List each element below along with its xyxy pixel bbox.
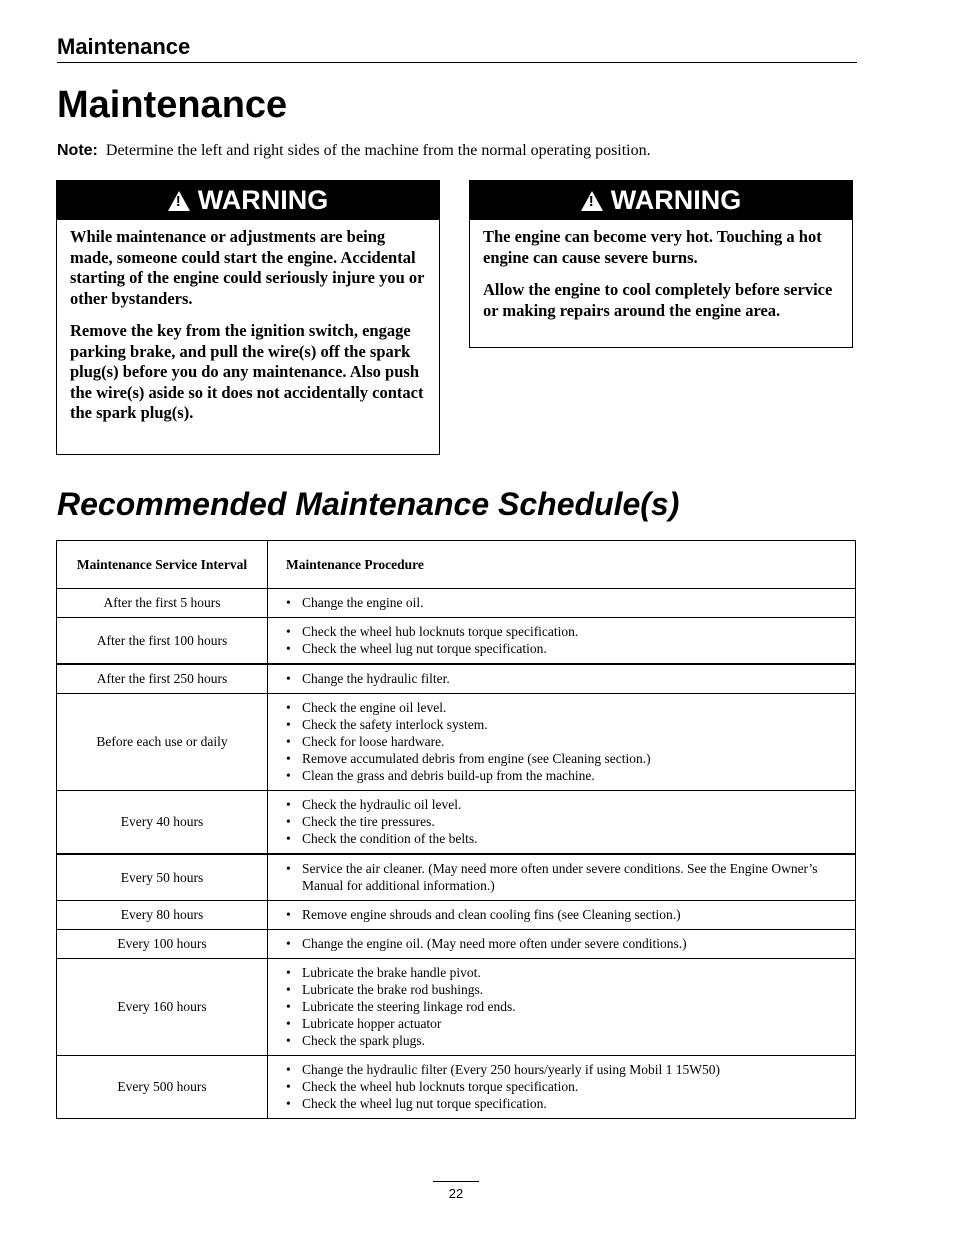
procedure-cell bbox=[268, 854, 856, 901]
interval-cell: After the first 100 hours bbox=[57, 618, 268, 665]
list-item: • Remove accumulated debris from engine (see Cleaning section.) bbox=[286, 750, 847, 767]
procedure-cell bbox=[268, 930, 856, 959]
interval-cell: After the first 5 hours bbox=[57, 589, 268, 618]
warning-paragraph: Allow the engine to cool completely before service or making repairs around the engine area. bbox=[483, 280, 833, 320]
interval-cell: Every 80 hours bbox=[57, 901, 268, 930]
table-row bbox=[57, 791, 856, 855]
list-item: • Check the wheel lug nut torque specification. bbox=[286, 640, 847, 657]
table-row bbox=[57, 930, 856, 959]
interval-cell: Every 160 hours bbox=[57, 959, 268, 1056]
list-item: • Clean the grass and debris build-up from the machine. bbox=[286, 767, 847, 784]
list-item: • Lubricate hopper actuator bbox=[286, 1015, 847, 1032]
warning-title: WARNING bbox=[610, 185, 742, 215]
interval-cell: After the first 250 hours bbox=[57, 664, 268, 694]
list-item: • Check the tire pressures. bbox=[286, 813, 847, 830]
procedure-list bbox=[286, 623, 847, 657]
procedure-list bbox=[286, 594, 847, 611]
warning-triangle-icon bbox=[168, 191, 190, 211]
page-number: 22 bbox=[448, 1186, 464, 1201]
warning-title: WARNING bbox=[197, 185, 329, 215]
procedure-cell bbox=[268, 1056, 856, 1119]
table-row bbox=[57, 854, 856, 901]
list-item: • Lubricate the steering linkage rod ends. bbox=[286, 998, 847, 1015]
list-item: • Change the engine oil. bbox=[286, 594, 847, 611]
warning-box-hot-engine bbox=[469, 180, 853, 348]
section-title: Recommended Maintenance Schedule(s) bbox=[57, 486, 680, 522]
column-header-procedure: Maintenance Procedure bbox=[268, 541, 856, 589]
procedure-list bbox=[286, 670, 847, 687]
procedure-cell bbox=[268, 618, 856, 665]
procedure-list bbox=[286, 906, 847, 923]
warning-paragraph: The engine can become very hot. Touching a hot engine can cause severe burns. bbox=[483, 227, 822, 267]
procedure-list bbox=[286, 699, 847, 784]
footer-rule bbox=[433, 1181, 479, 1182]
table-row bbox=[57, 589, 856, 618]
warning-header bbox=[470, 181, 852, 220]
list-item: • Check the engine oil level. bbox=[286, 699, 847, 716]
warning-header bbox=[57, 181, 439, 220]
procedure-cell bbox=[268, 791, 856, 855]
table-row bbox=[57, 618, 856, 665]
procedure-list bbox=[286, 860, 847, 894]
procedure-list bbox=[286, 935, 847, 952]
interval-cell: Every 100 hours bbox=[57, 930, 268, 959]
list-item: • Change the hydraulic filter. bbox=[286, 670, 847, 687]
list-item: • Remove engine shrouds and clean cooling fins (see Cleaning section.) bbox=[286, 906, 847, 923]
warning-body bbox=[57, 220, 439, 433]
list-item: • Check the wheel lug nut torque specification. bbox=[286, 1095, 847, 1112]
warning-box-maintenance bbox=[56, 180, 440, 455]
table-row bbox=[57, 694, 856, 791]
procedure-cell bbox=[268, 959, 856, 1056]
interval-cell: Every 50 hours bbox=[57, 854, 268, 901]
maintenance-schedule-table bbox=[56, 540, 856, 1119]
warning-body bbox=[470, 220, 852, 330]
procedure-cell bbox=[268, 589, 856, 618]
list-item: • Change the engine oil. (May need more often under severe conditions.) bbox=[286, 935, 847, 952]
table-row bbox=[57, 901, 856, 930]
list-item: • Check the condition of the belts. bbox=[286, 830, 847, 847]
list-item: • Check for loose hardware. bbox=[286, 733, 847, 750]
procedure-cell bbox=[268, 901, 856, 930]
table-row bbox=[57, 664, 856, 694]
page-title: Maintenance bbox=[57, 84, 288, 126]
procedure-list bbox=[286, 1061, 847, 1112]
note-text: Determine the left and right sides of the machine from the normal operating position. bbox=[105, 142, 651, 159]
procedure-cell bbox=[268, 694, 856, 791]
warning-triangle-icon bbox=[581, 191, 603, 211]
table-row bbox=[57, 1056, 856, 1119]
procedure-cell bbox=[268, 664, 856, 694]
procedure-list bbox=[286, 964, 847, 1049]
list-item: • Check the spark plugs. bbox=[286, 1032, 847, 1049]
warning-paragraph: While maintenance or adjustments are being made, someone could start the engine. Accidental starting of the engine could seriously injure you or other bystanders. bbox=[70, 227, 425, 308]
list-item: • Change the hydraulic filter (Every 250 hours/yearly if using Mobil 1 15W50) bbox=[286, 1061, 847, 1078]
list-item: • Service the air cleaner. (May need more often under severe conditions. See the Engine Owner’s Manual for additional information.) bbox=[286, 860, 847, 894]
table-row bbox=[57, 959, 856, 1056]
note bbox=[57, 142, 651, 160]
note-label: Note: bbox=[57, 142, 98, 159]
list-item: • Check the hydraulic oil level. bbox=[286, 796, 847, 813]
list-item: • Check the wheel hub locknuts torque specification. bbox=[286, 623, 847, 640]
list-item: • Lubricate the brake handle pivot. bbox=[286, 964, 847, 981]
running-header: Maintenance bbox=[57, 34, 857, 63]
interval-cell: Before each use or daily bbox=[57, 694, 268, 791]
list-item: • Check the safety interlock system. bbox=[286, 716, 847, 733]
interval-cell: Every 500 hours bbox=[57, 1056, 268, 1119]
interval-cell: Every 40 hours bbox=[57, 791, 268, 855]
list-item: • Lubricate the brake rod bushings. bbox=[286, 981, 847, 998]
table-header-row bbox=[57, 541, 856, 589]
table-body bbox=[57, 589, 856, 1119]
list-item: • Check the wheel hub locknuts torque specification. bbox=[286, 1078, 847, 1095]
procedure-list bbox=[286, 796, 847, 847]
column-header-interval: Maintenance Service Interval bbox=[57, 541, 268, 589]
warning-paragraph: Remove the key from the ignition switch, engage parking brake, and pull the wire(s) off the spark plug(s) before you do any maintenance. Also push the wire(s) aside so it does not accidentally contact the spark plug(s). bbox=[70, 321, 424, 422]
